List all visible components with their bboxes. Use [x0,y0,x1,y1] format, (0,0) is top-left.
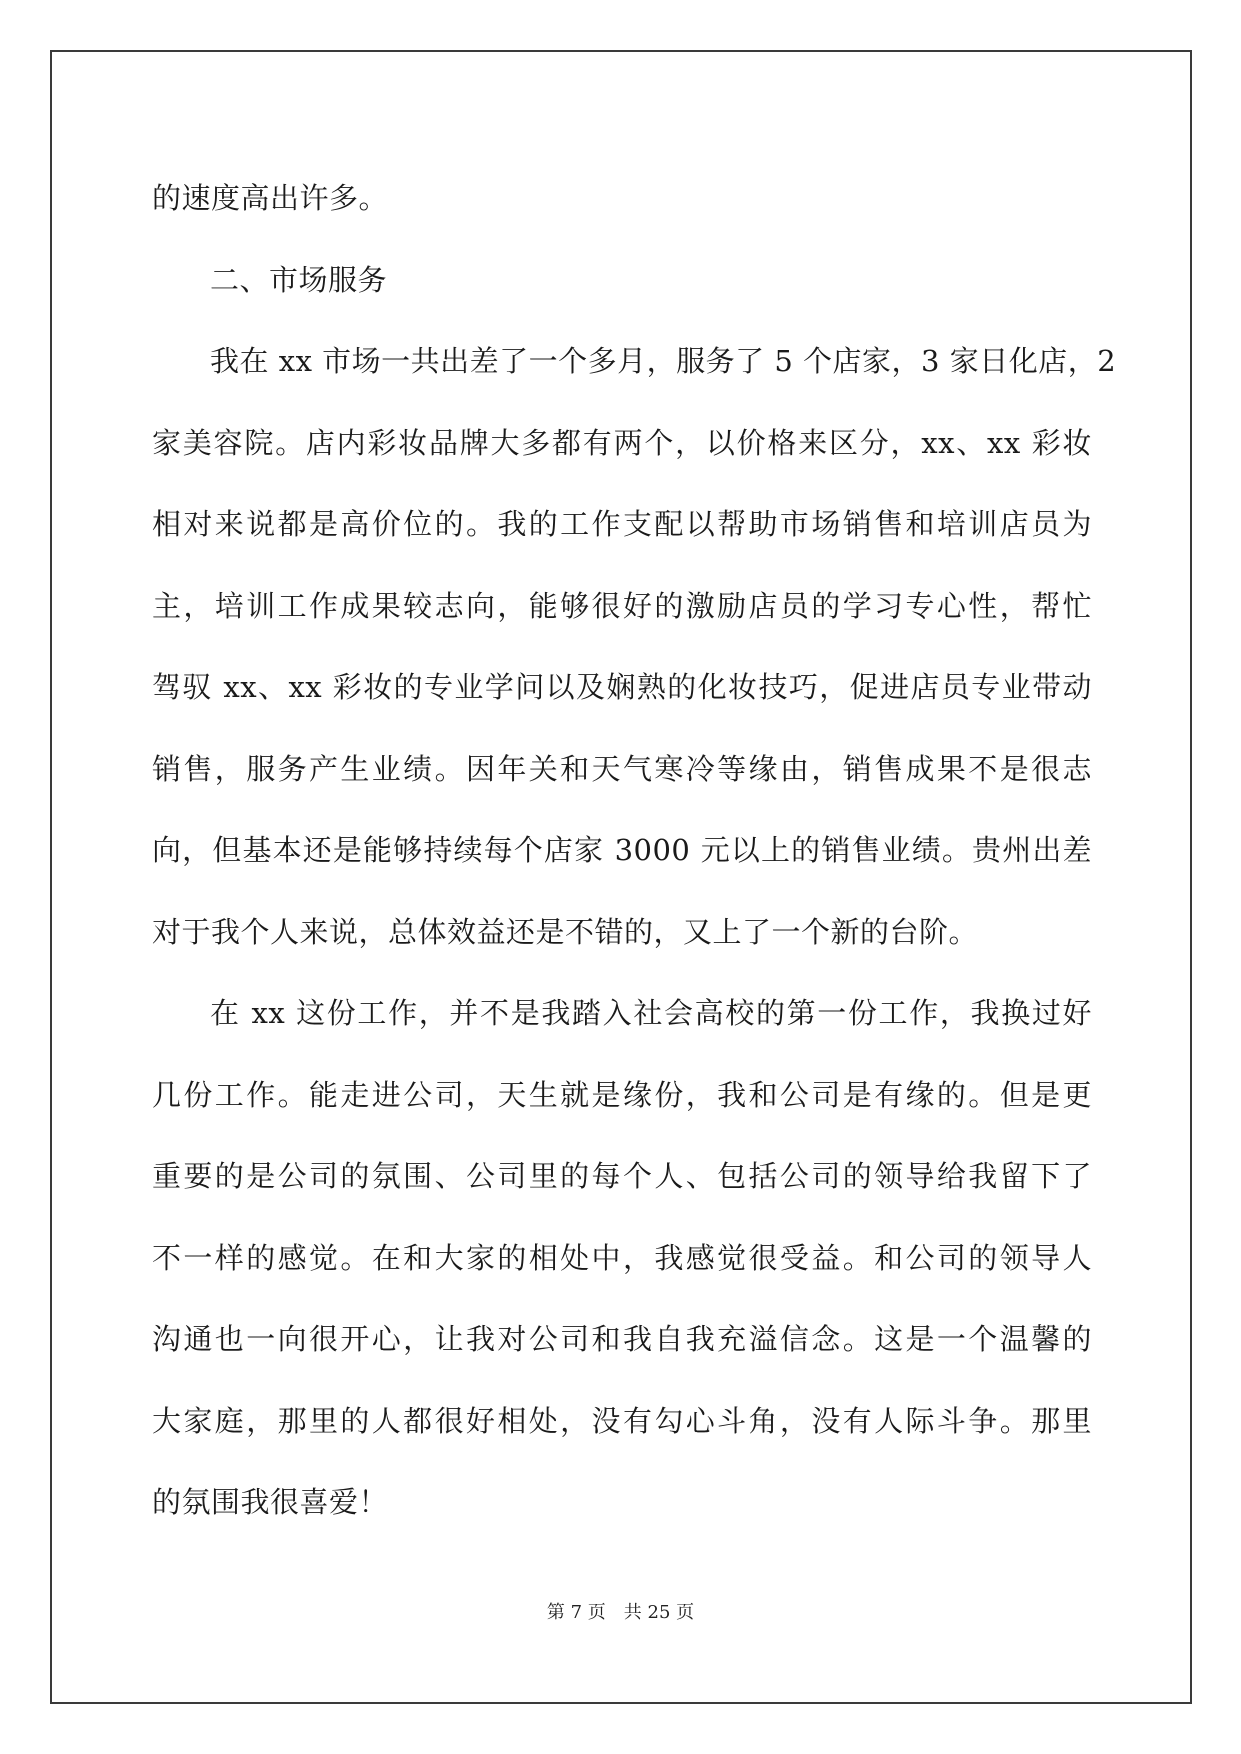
paragraph-line: 沟通也一向很开心，让我对公司和我自我充溢信念。这是一个温馨的 [152,1322,1092,1356]
paragraph-line: 相对来说都是高价位的。我的工作支配以帮助市场销售和培训店员为 [152,507,1092,541]
paragraph-line: 对于我个人来说，总体效益还是不错的，又上了一个新的台阶。 [152,914,979,949]
paragraph-line: 驾驭 xx、xx 彩妆的专业学问以及娴熟的化妆技巧，促进店员专业带动 [152,670,1092,704]
section-heading: 二、市场服务 [210,262,388,297]
document-body [152,158,1117,1544]
paragraph-line: 家美容院。店内彩妆品牌大多都有两个，以价格来区分，xx、xx 彩妆 [152,425,1092,460]
paragraph-line: 几份工作。能走进公司，天生就是缘份，我和公司是有缘的。但是更 [152,1077,1092,1112]
paragraph-line: 销售，服务产生业绩。因年关和天气寒冷等缘由，销售成果不是很志 [152,751,1092,786]
paragraph-line: 重要的是公司的氛围、公司里的每个人、包括公司的领导给我留下了 [152,1159,1092,1193]
paragraph-line: 主，培训工作成果较志向，能够很好的激励店员的学习专心性，帮忙 [152,588,1092,623]
paragraph-line: 的速度高出许多。 [152,181,389,215]
paragraph-line: 在 xx 这份工作，并不是我踏入社会高校的第一份工作，我换过好 [210,996,1092,1030]
paragraph-line: 向，但基本还是能够持续每个店家 3000 元以上的销售业绩。贵州出差 [152,833,1092,867]
paragraph-line: 不一样的感觉。在和大家的相处中，我感觉很受益。和公司的领导人 [152,1240,1092,1275]
paragraph-line: 我在 xx 市场一共出差了一个多月，服务了 5 个店家，3 家日化店，2 [210,344,1117,378]
paragraph-line: 的氛围我很喜爱！ [152,1485,389,1519]
page-number: 第 7 页 共 25 页 [546,1602,695,1623]
paragraph-line: 大家庭，那里的人都很好相处，没有勾心斗角，没有人际斗争。那里 [152,1403,1092,1438]
